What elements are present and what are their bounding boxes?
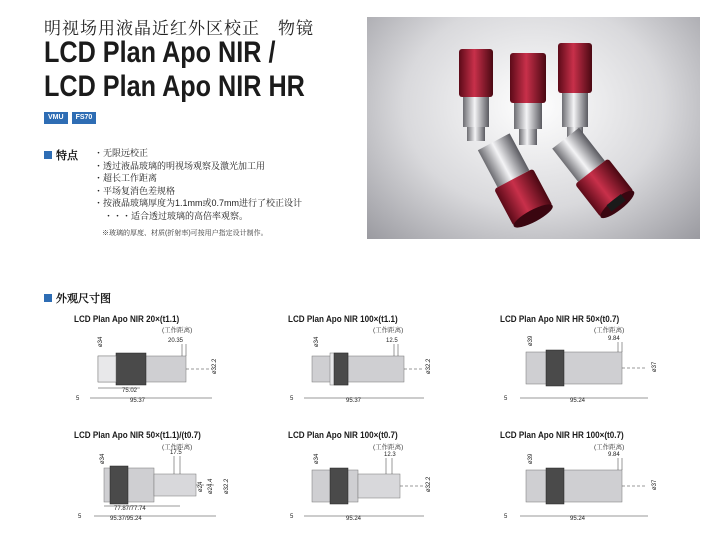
features-heading-text: 特点 [56,150,78,162]
drawing-diagram [70,448,245,528]
features-list [94,147,302,222]
working-distance-label: (工作距离) [373,444,404,451]
drawing-label: LCD Plan Apo NIR HR 50×(t0.7) [500,314,620,324]
badge-fs70: FS70 [72,112,97,124]
total-length: 95.24 [570,516,586,522]
feature-item: ・透过液晶玻璃的明视场观察及激光加工用 [94,160,266,171]
drawing-label: LCD Plan Apo NIR HR 100×(t0.7) [500,430,624,440]
drawing-label: LCD Plan Apo NIR 50×(t1.1)/(t0.7) [74,430,201,440]
feature-item: ・无限远校正 [94,148,149,158]
product-title-line1: LCD Plan Apo NIR / [44,36,276,69]
drawing-diagram [70,330,240,410]
dia-left: ø39 [528,335,534,346]
dia-left: ø34 [314,336,320,347]
wd-value: 9.84 [608,452,620,458]
drawing-label: LCD Plan Apo NIR 100×(t0.7) [288,430,398,440]
objectives-illustration [367,17,700,239]
dimensions-heading-text: 外观尺寸图 [56,293,111,305]
offset-value: 5 [290,396,294,402]
drawing-diagram [496,448,671,528]
inner-length: 75.02 [122,388,138,394]
feature-item: ・超长工作距离 [94,173,158,183]
total-length: 95.37 [130,398,146,404]
offset-value: 5 [76,396,80,402]
drawing-diagram [284,330,454,410]
drawing-label: LCD Plan Apo NIR 100×(t1.1) [288,314,398,324]
drawing-diagram [496,330,671,410]
drawing-diagram [284,448,454,528]
working-distance-label: (工作距离) [373,327,404,334]
drawing-label: LCD Plan Apo NIR 20×(t1.1) [74,314,180,324]
working-distance-label: (工作距离) [594,327,625,334]
dia-right: ø37 [652,361,658,372]
dia-mid1: ø24 [198,481,204,492]
dia-right: ø32.2 [426,358,432,374]
dia-left: ø34 [314,453,320,464]
features-heading [44,147,78,163]
dia-mid2: ø24.4 [208,478,214,494]
total-length: 95.37/95.24 [110,516,142,522]
badge-vmu: VMU [44,112,68,124]
dia-right: ø32.2 [212,358,218,374]
dia-left: ø39 [528,453,534,464]
dia-right: ø32.2 [224,478,230,494]
total-length: 95.24 [570,398,586,404]
offset-value: 5 [504,514,508,520]
wd-value: 12.3 [384,452,396,458]
feature-item: ・平场复消色差规格 [94,185,176,196]
offset-value: 5 [504,396,508,402]
dia-right: ø37 [652,479,658,490]
dimensions-heading [44,290,111,306]
badge-group [44,112,96,124]
wd-value: 9.84 [608,336,620,342]
product-title-line2: LCD Plan Apo NIR HR [44,70,305,103]
dia-left: ø34 [98,336,104,347]
wd-value: 12.5 [386,338,398,344]
square-bullet-icon [44,294,52,302]
product-photo [367,17,700,239]
offset-value: 5 [290,514,294,520]
dia-right: ø32.2 [426,476,432,492]
dia-left: ø34 [100,453,106,464]
total-length: 95.24 [346,516,362,522]
feature-item: ・・・适合透过玻璃的高倍率观察。 [104,210,249,221]
inner-length: 77.87/77.74 [114,506,146,512]
feature-item: ・按液晶玻璃厚度为1.1mm或0.7mm进行了校正设计 [94,198,303,208]
working-distance-label: (工作距离) [162,444,193,451]
working-distance-label: (工作距离) [162,327,193,334]
wd-value: 20.35 [168,338,184,344]
offset-value: 5 [78,514,82,520]
working-distance-label: (工作距离) [594,444,625,451]
total-length: 95.37 [346,398,362,404]
product-subtitle: 明视场用液晶近红外区校正 物镜 [44,19,314,38]
square-bullet-icon [44,151,52,159]
features-note: ※玻璃的厚度、材质(折射率)可按用户指定设计制作。 [102,230,268,237]
wd-value: 17.5 [170,450,182,456]
